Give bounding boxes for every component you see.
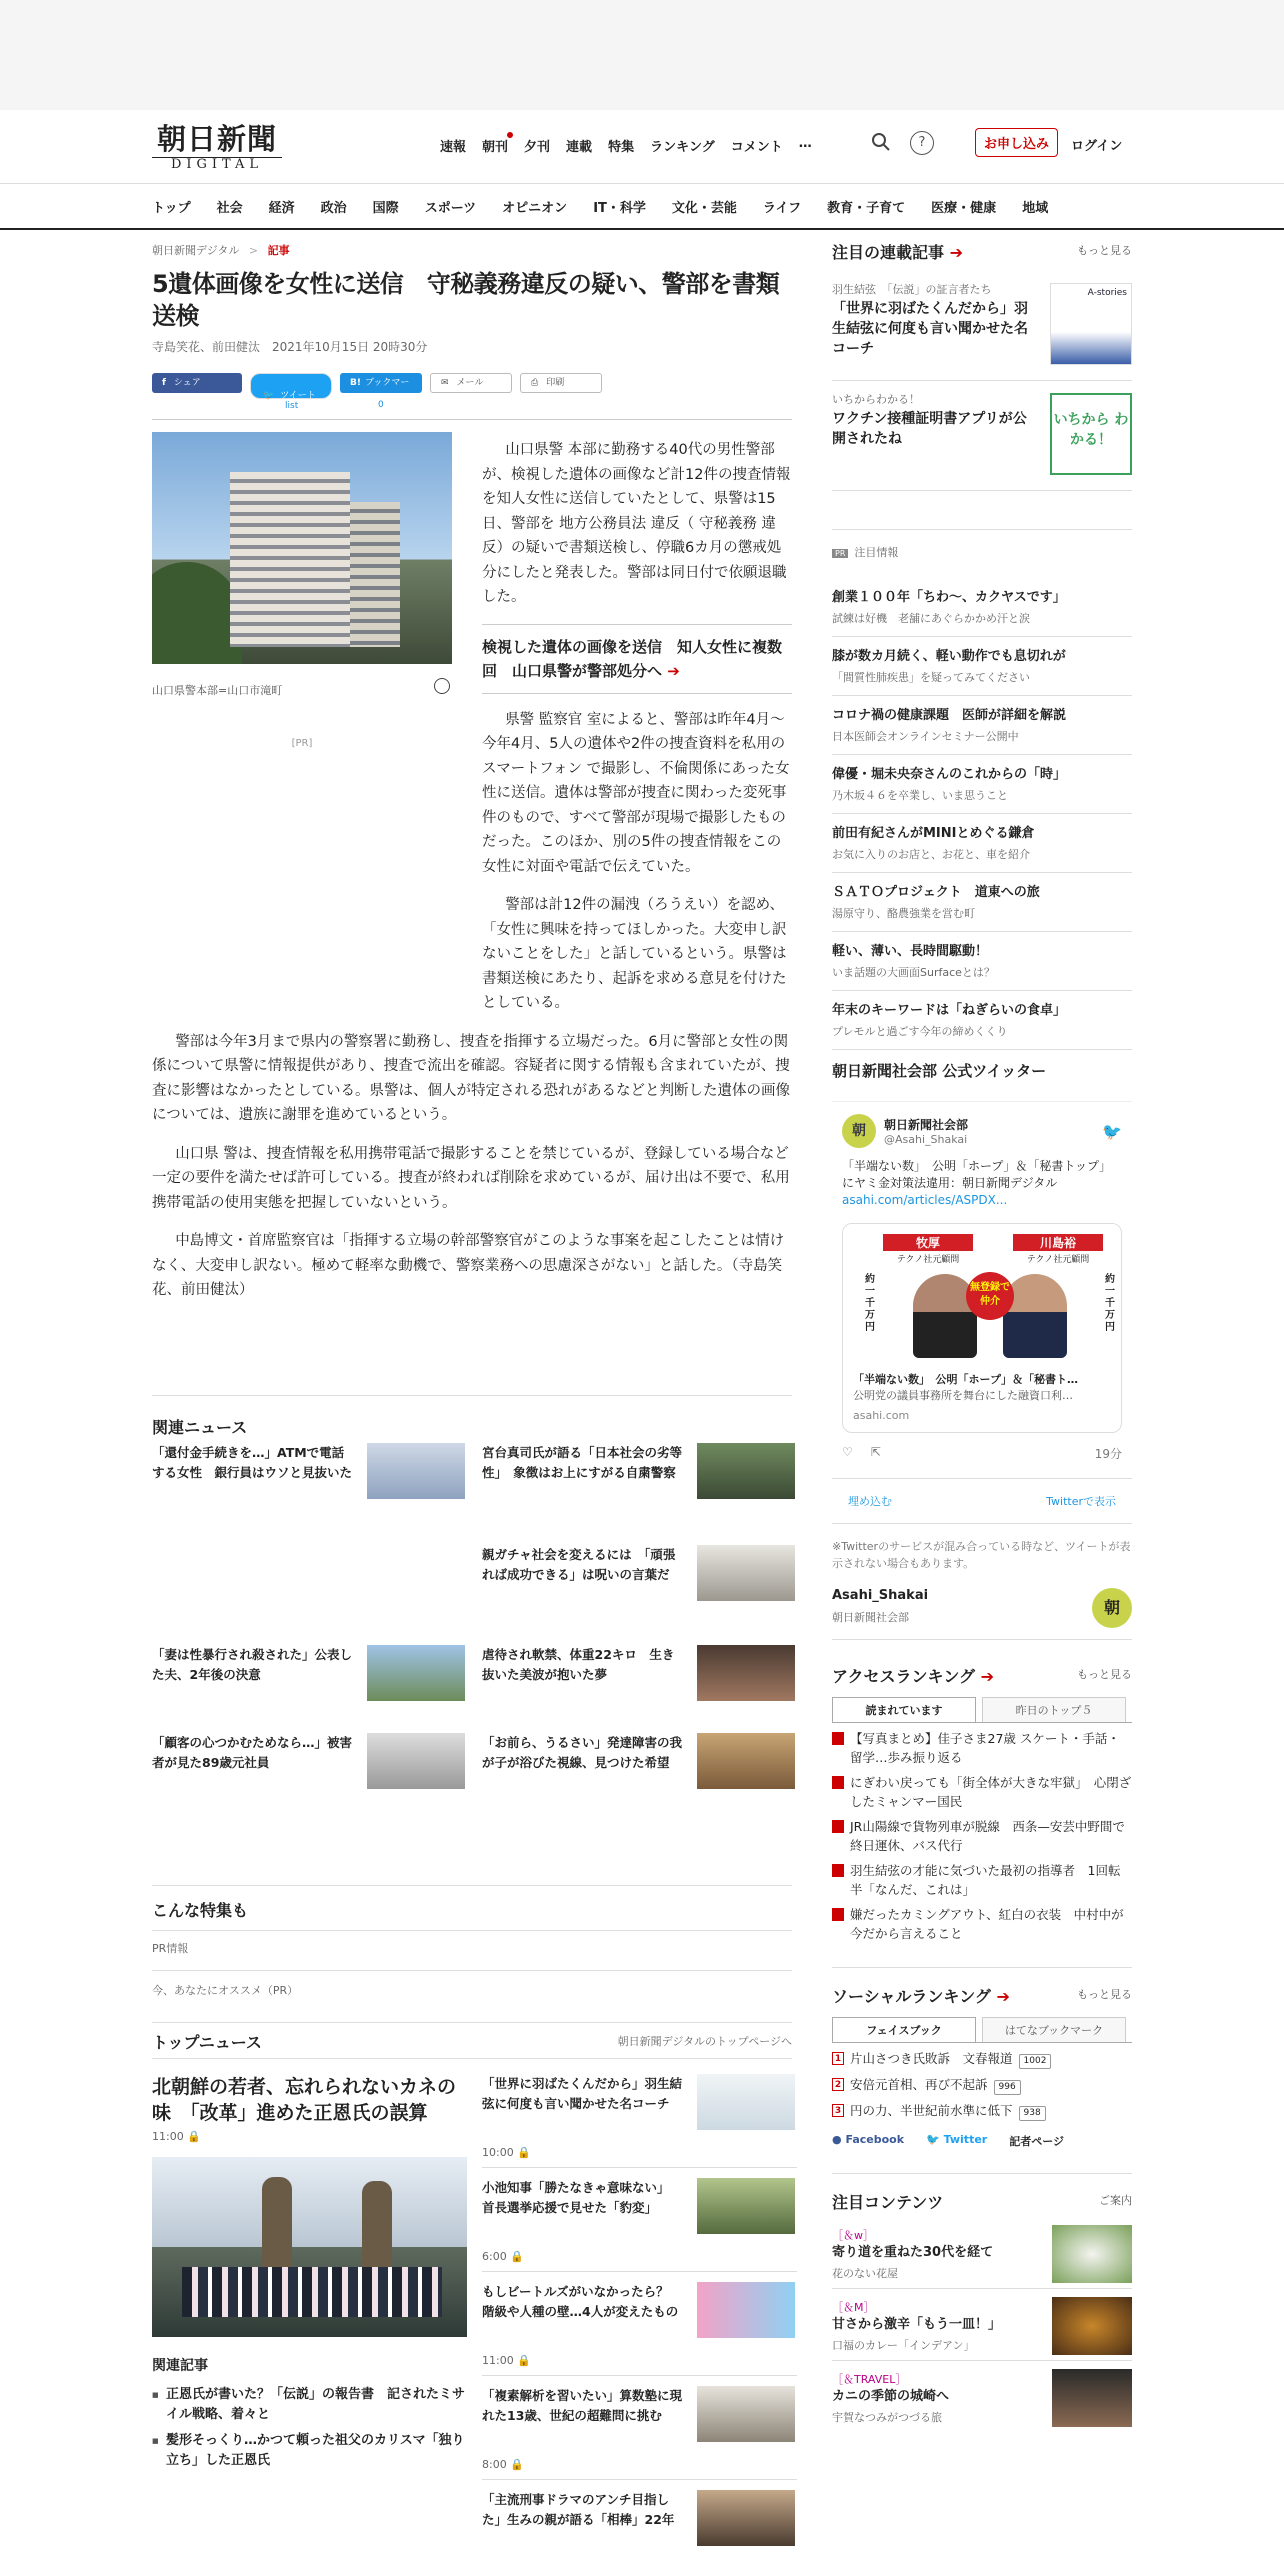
nav-choukan-label: 朝刊: [482, 140, 509, 155]
attention-heading: [832, 544, 1132, 560]
twitter-profile[interactable]: [832, 1588, 1132, 1640]
serial-heading[interactable]: [832, 240, 1132, 263]
paragraph-1: 山口県警 本部に勤務する40代の男性警部が、検視した遺体の画像など計12件の捜査情報を知人女性に送信していたとして、県警は15日、警部を 地方公務員法 違反（ 守秘義務 違反）の疑いで書類送検し、停職6カ月の懲戒処分にしたと発表した。警部は同日付で依願退職した。: [482, 442, 791, 605]
related-news: [152, 1395, 792, 1825]
rank-marker: [832, 1732, 844, 1745]
rank-marker: [832, 1864, 844, 1877]
social-more-link[interactable]: もっと見る: [1077, 1988, 1132, 2001]
lock-icon: 🔒: [517, 2146, 531, 2159]
attention-list: [832, 578, 1132, 1050]
facebook-icon: f: [162, 378, 166, 388]
ranking-title: 嫌だったカミングアウト、紅白の衣装 中村中が今だから言えること: [850, 1907, 1124, 1941]
share-bar: [152, 373, 792, 411]
serial-label: いちからわかる！: [832, 393, 920, 406]
section-health[interactable]: 医療・健康: [931, 200, 997, 216]
lead-time-text: 11:00: [152, 2130, 184, 2143]
attention-sub: いま話題の大画面Surfaceとは？: [832, 966, 995, 979]
card-domain: asahi.com: [853, 1409, 910, 1422]
mail-icon: ✉: [441, 378, 449, 388]
tweet-body: 「半端ない数」 公明「ホープ」＆「秘書トップ」にヤミ金対策法違用：朝日新聞デジタル: [842, 1159, 1112, 1190]
arrow-right-icon: ➔: [990, 1987, 1010, 2006]
nav-tokushu[interactable]: 特集: [608, 140, 635, 155]
twitter-link[interactable]: [926, 2133, 987, 2149]
content-label: ［＆TRAVEL］: [832, 2373, 907, 2386]
content-label: ［＆M］: [832, 2301, 875, 2314]
facebook-icon: ●: [832, 2133, 842, 2146]
heart-icon[interactable]: ♡: [842, 1445, 853, 1459]
twitter-bird-icon: 🐦: [1102, 1121, 1122, 1141]
ranking-item[interactable]: [832, 1861, 1132, 1899]
tweet-image: [843, 1224, 1121, 1364]
attention-sub: 試練は好機 老舗にあぐらかかめ汗と涙: [832, 612, 1030, 625]
related-thumb: [697, 1443, 795, 1499]
serial-heading-text: 注目の連載記事: [832, 243, 945, 262]
breadcrumb-sep: >: [248, 244, 259, 257]
article-column: [152, 240, 792, 2527]
attention-sub: プレモルと過ごす今年の締めくくり: [832, 1025, 1008, 1038]
related-card[interactable]: [482, 1645, 797, 1725]
related-card[interactable]: [152, 1645, 467, 1725]
related-articles-heading: 関連記事: [152, 2358, 208, 2374]
related-article-item[interactable]: ■ 髪形そっくり…かつて頼った祖父のカリスマ「独り立ち」した正恩氏: [152, 2431, 467, 2471]
section-education[interactable]: 教育・子育て: [827, 200, 906, 216]
tweet-card[interactable]: [832, 1101, 1132, 1474]
paragraph-5: 山口県 警は、捜査情報を私用携帯電話で撮影することを禁じているが、登録している場合など一定の要件を満たせば許可している。捜査が終われば削除を求めているが、届け出は不要で、私用携帯電話の使用実態を把握していないという。: [152, 1145, 790, 1211]
attention-sub: 湯原守り、酪農強業を営む町: [832, 907, 975, 920]
attention-title: 偉優・堀未央奈さんのこれからの「時」: [832, 767, 1067, 782]
logo-subtext: DIGITAL: [152, 157, 282, 172]
attention-title: ＳＡＴＯプロジェクト 道東への旅: [832, 885, 1040, 900]
related-card-title: 「還付金手続きを…」ATMで電話する女性 銀行員はウソと見抜いた: [152, 1445, 353, 1480]
tweet-image-name-left: 牧厚: [883, 1234, 973, 1251]
nav-comment[interactable]: コメント: [730, 140, 783, 155]
content-title: 寄り道を重ねた30代を経て: [832, 2245, 994, 2260]
social-ranking-heading[interactable]: [832, 1967, 1132, 2007]
byline: 寺島笑花、前田健汰 2021年10月15日 20時30分: [152, 340, 428, 354]
related-card[interactable]: [482, 1545, 797, 1625]
social-list: [832, 2049, 1132, 2121]
attention-item[interactable]: [832, 814, 1132, 873]
social-count: 938: [1019, 2106, 1046, 2121]
serial-label: 羽生結弦 「伝説」の証言者たち: [832, 283, 992, 296]
top-news-thumb: [697, 2282, 795, 2338]
tweet-handle: @Asahi_Shakai: [884, 1133, 968, 1146]
profile-name: Asahi_Shakai: [832, 1588, 929, 1603]
nav-yuukan[interactable]: 夕刊: [524, 140, 551, 155]
top-ad-area: [0, 0, 1284, 110]
logo-text: 朝日新聞: [156, 122, 277, 156]
time-text: 8:00: [482, 2458, 507, 2471]
section-opinion[interactable]: オピニオン: [502, 200, 568, 216]
divider: [152, 1970, 792, 1971]
content-title: 甘さから激辛「もう一皿！」: [832, 2317, 1002, 2332]
access-list: [832, 1729, 1132, 1943]
attention-sub: 乃木坂４６を卒業し、いま思うこと: [832, 789, 1008, 802]
nav-ranking[interactable]: ランキング: [650, 140, 715, 155]
top-news-title: 「複素解析を習いたい」算数塾に現れた13歳、世紀の超難問に挑む: [482, 2388, 683, 2423]
tweet-text: [842, 1158, 1122, 1209]
site-header: [0, 110, 1284, 184]
view-on-twitter-link[interactable]: Twitterで表示: [1046, 1495, 1116, 1508]
section-top[interactable]: トップ: [152, 200, 191, 216]
attention-sub: 日本医師会オンラインセミナー公開中: [832, 730, 1019, 743]
top-news-time: [482, 2458, 524, 2471]
attention-item[interactable]: [832, 991, 1132, 1050]
card-title: 「半端ない数」 公明「ホープ」＆「秘書ト…: [853, 1373, 1078, 1386]
attention-title: 年末のキーワードは「ねぎらいの食卓」: [832, 1003, 1067, 1018]
social-heading-text: ソーシャルランキング: [832, 1987, 991, 2006]
tweet-footer: [832, 1478, 1132, 1524]
twitter-icon: 🐦: [263, 391, 275, 401]
top-news: [152, 2030, 792, 2527]
header-icons: [870, 131, 934, 155]
top-news-item[interactable]: [482, 2178, 797, 2272]
twitter-note: ※Twitterのサービスが混み合っている時など、ツイートが表示されない場合もあります。: [832, 1540, 1131, 1570]
related-card[interactable]: [482, 1443, 797, 1523]
top-news-title: 「世界に羽ばたくんだから」羽生結弦に何度も言い聞かせた名コーチ: [482, 2076, 683, 2111]
social-title: 円の力、半世紀前水準に低下: [850, 2103, 1013, 2118]
top-news-item[interactable]: [482, 2074, 797, 2168]
top-news-time: [482, 2354, 531, 2367]
tweet-name: 朝日新聞社会部: [884, 1118, 969, 1132]
related-card[interactable]: [482, 1733, 797, 1813]
tab-hatena[interactable]: はてなブックマーク: [982, 2017, 1126, 2042]
top-news-item[interactable]: [482, 2490, 797, 2560]
top-news-title: 小池知事「勝たなきゃ意味ない」 首長選挙応援で見せた「豹変」: [482, 2180, 676, 2215]
ranking-item[interactable]: [832, 1773, 1132, 1811]
share-icon[interactable]: ⇱: [870, 1445, 881, 1459]
top-news-item[interactable]: [482, 2282, 797, 2376]
facebook-share-label: シェア: [173, 378, 201, 388]
contents-heading-text: 注目コンテンツ: [832, 2193, 944, 2212]
site-logo[interactable]: [152, 122, 282, 172]
tweet-label: ツイート: [280, 391, 316, 401]
tweet-author[interactable]: [842, 1114, 1122, 1148]
social-links: [832, 2133, 1132, 2149]
nav-sokuho[interactable]: 速報: [440, 140, 467, 155]
divider: [152, 1395, 792, 1396]
content-sub: 口福のカレー「インデアン」: [832, 2339, 975, 2352]
ranking-item[interactable]: [832, 1729, 1132, 1767]
related-article-item[interactable]: ■ 正恩氏が書いた？「伝説」の報告書 記されたミサイル戦略、着々と: [152, 2385, 467, 2425]
access-heading-text: アクセスランキング: [832, 1667, 976, 1686]
related-article-link[interactable]: [482, 624, 792, 694]
related-card-title: 宮台真司氏が語る「日本社会の劣等性」 象徴はお上にすがる自粛警察: [482, 1445, 683, 1480]
search-icon[interactable]: [870, 131, 892, 153]
section-society[interactable]: 社会: [216, 200, 243, 216]
mail-button[interactable]: [430, 373, 512, 393]
top-nav: [440, 136, 828, 155]
arrow-right-icon: ➔: [662, 661, 680, 680]
subscribe-button[interactable]: お申し込み: [975, 128, 1058, 157]
section-economy[interactable]: 経済: [268, 200, 295, 216]
arrow-right-icon: ➔: [944, 243, 963, 262]
attention-item[interactable]: [832, 578, 1132, 637]
related-thumb: [697, 1645, 795, 1701]
divider: [152, 419, 792, 420]
hatena-icon: B!: [350, 378, 361, 388]
pr-tag: PR: [832, 549, 848, 558]
lock-icon: 🔒: [187, 2130, 201, 2143]
lock-icon: 🔒: [517, 2354, 531, 2367]
access-more-link[interactable]: もっと見る: [1077, 1668, 1132, 1681]
content-item[interactable]: [832, 2361, 1132, 2433]
content-sub: 花のない花屋: [832, 2267, 898, 2280]
content-thumb: [1052, 2297, 1132, 2355]
serial-thumb: いちから わかる！: [1050, 393, 1132, 475]
contents-heading: [832, 2173, 1132, 2213]
attention-title: コロナ禍の健康課題 医師が詳細を解説: [832, 708, 1067, 723]
related-thumb: [697, 1545, 795, 1601]
related-thumb: [367, 1733, 465, 1789]
content-item[interactable]: [832, 2217, 1132, 2289]
card-desc: 公明党の議員事務所を舞台にした融資口利…: [853, 1389, 1073, 1402]
hatena-count[interactable]: 0: [378, 400, 384, 410]
top-news-thumb: [697, 2386, 795, 2442]
social-count: 1002: [1019, 2054, 1052, 2069]
lead-article[interactable]: [152, 2074, 467, 2477]
tweet-count[interactable]: list: [285, 401, 299, 411]
related-card-title: 「妻は性暴行され殺された」公表した夫、2年後の決意: [152, 1647, 353, 1682]
time-text: 11:00: [482, 2354, 514, 2367]
serial-title: 「世界に羽ばたくんだから」羽生結弦に何度も言い聞かせた名コーチ: [832, 301, 1028, 357]
more-menu-icon[interactable]: …: [798, 136, 812, 151]
access-tabs: [832, 1697, 1132, 1723]
arrow-right-icon: ➔: [975, 1667, 995, 1686]
top-news-title: 「主流刑事ドラマのアンチ目指した」生みの親が語る「相棒」22年: [482, 2492, 675, 2527]
divider: [152, 1930, 792, 1931]
related-card[interactable]: [152, 1733, 467, 1813]
tweet-time[interactable]: 19分: [1094, 1447, 1122, 1461]
top-news-item[interactable]: [482, 2386, 797, 2480]
reporter-page-link[interactable]: 記者ページ: [1009, 2135, 1064, 2148]
twitter-icon: 🐦: [926, 2133, 940, 2146]
sidebar: [832, 240, 1132, 2433]
top-news-list: [482, 2074, 792, 2560]
twitter-heading: 朝日新聞社会部 公式ツイッター: [832, 1062, 1047, 1080]
ranking-title: 【写真まとめ】佳子さま27歳 スケート・手話・留学…歩み振り返る: [850, 1731, 1120, 1765]
section-sports[interactable]: スポーツ: [424, 200, 477, 216]
new-dot: [507, 132, 513, 138]
attention-title: 軽い、薄い、長時間駆動！: [832, 944, 989, 959]
ranking-title: JR山陽線で貨物列車が脱線 西条—安芸中野間で終日運休、バス代行: [850, 1819, 1125, 1853]
social-item[interactable]: 2 安倍元首相、再び不起訴 996: [832, 2075, 1132, 2095]
top-news-time: [482, 2250, 524, 2263]
time-text: 6:00: [482, 2250, 507, 2263]
pr-info: PR情報: [152, 1942, 189, 1955]
attention-title: 創業１００年「ちわ～、カクヤスです」: [832, 590, 1066, 605]
contents-list: [832, 2217, 1132, 2433]
tweet-image-name-right: 川島裕: [1013, 1234, 1103, 1251]
printer-icon: ⎙: [531, 378, 539, 388]
divider: [152, 2022, 792, 2023]
section-it-science[interactable]: IT・科学: [593, 200, 646, 216]
section-politics[interactable]: 政治: [320, 200, 347, 216]
content-label: ［＆w］: [832, 2229, 874, 2242]
rank-marker: [832, 1820, 844, 1833]
print-label: 印刷: [546, 378, 565, 388]
breadcrumb-current: 記事: [267, 244, 290, 257]
social-title: 片山さつき氏敗訴 文春報道: [850, 2051, 1013, 2066]
section-nav: [0, 184, 1284, 230]
mail-label: メール: [456, 378, 484, 388]
lead-title: 北朝鮮の若者、忘れられないカネの味 「改革」進めた正恩氏の誤算: [152, 2076, 457, 2124]
tweet-image-person-right: [1003, 1274, 1067, 1358]
embed-link[interactable]: 埋め込む: [848, 1495, 892, 1508]
pr-label: [PR]: [291, 738, 313, 749]
tab-yesterday-top5[interactable]: 昨日のトップ５: [982, 1697, 1126, 1722]
tweet-image-money-right: 約一千万円: [1105, 1274, 1115, 1333]
lock-icon: 🔒: [510, 2250, 524, 2263]
attention-section: [832, 529, 1132, 1050]
ranking-title: にぎわい戻っても「街全体が大きな牢獄」 心閉ざしたミャンマー国民: [850, 1775, 1132, 1809]
attention-item[interactable]: [832, 696, 1132, 755]
related-link-text: 検視した遺体の画像を送信 知人女性に複数回 山口県警が警部処分へ: [482, 637, 783, 680]
serial-more-link[interactable]: もっと見る: [1077, 244, 1132, 257]
serial-item[interactable]: [832, 381, 1132, 491]
facebook-share-button[interactable]: [152, 373, 242, 393]
social-tabs: [832, 2017, 1132, 2043]
section-international[interactable]: 国際: [372, 200, 399, 216]
caption-text: 山口県警本部=山口市滝町: [152, 684, 283, 697]
top-news-time: [482, 2146, 531, 2159]
feature-heading: こんな特集も: [152, 1901, 249, 1920]
related-card-title: 「お前ら、うるさい」発達障害の我が子が浴びた視線、見つけた希望: [482, 1735, 683, 1770]
tweet-media-card[interactable]: [842, 1223, 1122, 1433]
attention-heading-text: 注目情報: [854, 546, 899, 559]
content-title: カニの季節の城崎へ: [832, 2389, 950, 2404]
rank-marker: [832, 1776, 844, 1789]
lead-time: [152, 2130, 467, 2143]
paragraph-3: [152, 893, 792, 1016]
related-articles-list: [152, 2385, 467, 2471]
login-link[interactable]: ログイン: [1071, 139, 1123, 154]
tweet-image-tag-right: テクノ社元顧問: [1026, 1255, 1090, 1265]
ranking-item[interactable]: [832, 1905, 1132, 1943]
facebook-link[interactable]: [832, 2133, 904, 2149]
facebook-link-label: Facebook: [845, 2133, 905, 2146]
hatena-label: ブックマーク: [350, 378, 410, 408]
section-region[interactable]: 地域: [1022, 200, 1049, 216]
attention-sub: 「間質性肺疾患」を疑ってみてください: [832, 671, 1030, 684]
article-title: 5遺体画像を女性に送信 守秘義務違反の疑い、警部を書類送検: [152, 270, 780, 330]
nav-choukan[interactable]: [482, 136, 508, 155]
hatena-bookmark-button[interactable]: [340, 373, 422, 410]
profile-sub: 朝日新聞社会部: [832, 1611, 909, 1624]
divider: [152, 1885, 792, 1886]
attention-item[interactable]: [832, 637, 1132, 696]
time-text: 10:00: [482, 2146, 514, 2159]
serial-title: ワクチン接種証明書アプリが公開されたね: [832, 411, 1027, 447]
section-life[interactable]: ライフ: [762, 200, 802, 216]
tweet-image-badge: 無登録で仲介: [966, 1272, 1014, 1320]
tweet-avatar: 朝: [842, 1114, 876, 1148]
attention-title: 前田有紀さんがMINIとめぐる鎌倉: [832, 826, 1035, 841]
paragraph-2: 県警 監察官 室によると、警部は昨年4月～今年4月、5人の遺体や2件の捜査資料を私用の スマートフォン で撮影し、不倫関係にあった女性に送信。遺体は警部が捜査に関わった変死事件のもので、すべて警部が現場で撮影したものだった。このほか、別の5件の捜査情報をこの女性に対面や電話で伝えていた。: [482, 711, 790, 875]
serial-item[interactable]: [832, 271, 1132, 381]
related-thumb: [367, 1645, 465, 1701]
tweet-image-money-left: 約一千万円: [865, 1274, 875, 1333]
print-button[interactable]: [520, 373, 602, 393]
related-card-title: 「顧客の心つかむためなら…」被害者が見た89歳元社員: [152, 1735, 353, 1770]
paragraph-4: 警部は今年3月まで県内の警察署に勤務し、捜査を指揮する立場だった。6月に警部と女性の関係について県警に情報提供があり、捜査で流出を確認。容疑者に関する情報も含まれていたが、捜査に影響はなかったとしている。県警は、個人が特定される恐れがあるなどと判断した遺体の画像については、遺族に謝罪を進めているという。: [152, 1033, 790, 1123]
article-body: [152, 432, 792, 1303]
profile-avatar: 朝: [1092, 1588, 1132, 1628]
social-item[interactable]: 3 円の力、半世紀前水準に低下 938: [832, 2101, 1132, 2121]
top-page-link[interactable]: 朝日新聞デジタルのトップページへ: [617, 2035, 792, 2048]
paragraph-3-text: 警部は計12件の漏洩（ろうえい）を認め、「女性に興味を持ってほしかった。大変申し訳ないことをした」と話しているという。県警は書類送検にあたり、起訴を求める意見を付けたとしている。: [482, 897, 787, 1011]
related-thumb: [367, 1443, 465, 1499]
related-card-title: 虐待され軟禁、体重22キロ 生き抜いた美波が抱いた夢: [482, 1647, 675, 1682]
related-news-heading: 関連ニュース: [152, 1418, 248, 1437]
help-icon[interactable]: ?: [910, 131, 934, 155]
lead-photo: [152, 2157, 467, 2337]
ranking-item[interactable]: [832, 1817, 1132, 1855]
attention-sub: お気に入りのお店と、お花と、車を紹介: [832, 848, 1030, 861]
twitter-link-label: Twitter: [943, 2133, 988, 2146]
social-item[interactable]: 1 片山さつき氏敗訴 文春報道 1002: [832, 2049, 1132, 2069]
attention-item[interactable]: [832, 932, 1132, 991]
tweet-link[interactable]: asahi.com/articles/ASPDX...: [842, 1193, 1008, 1207]
serial-thumb: A-stories: [1050, 283, 1132, 365]
section-culture[interactable]: 文化・芸能: [671, 200, 737, 216]
attention-item[interactable]: [832, 873, 1132, 932]
related-card-title: 親ガチャ社会を変えるには 「頑張れば成功できる」は呪いの言葉だ: [482, 1547, 676, 1582]
content-thumb: [1052, 2369, 1132, 2427]
breadcrumb-home[interactable]: 朝日新聞デジタル: [152, 244, 240, 257]
social-count: 996: [994, 2080, 1021, 2095]
content-thumb: [1052, 2225, 1132, 2283]
nav-rensai[interactable]: 連載: [566, 140, 593, 155]
paragraph-6: 中島博文・首席監察官は「指揮する立場の幹部警察官がこのような事案を起こしたことは情けなく、大変申し訳ない。極めて軽率な動機で、警察業務への思慮深さがない」と話した。（寺島笑花、前田健汰）: [152, 1233, 785, 1298]
ranking-title: 羽生結弦の才能に気づいた最初の指導者 1回転半「なんだ、これは」: [850, 1863, 1121, 1897]
top-news-thumb: [697, 2490, 795, 2546]
social-title: 安倍元首相、再び不起訴: [850, 2077, 988, 2092]
content-item[interactable]: [832, 2289, 1132, 2361]
top-news-thumb: [697, 2074, 795, 2130]
rank-marker: [832, 1908, 844, 1921]
related-thumb: [697, 1733, 795, 1789]
crowd: [182, 2267, 442, 2317]
content-sub: 宇賀なつみがつづる旅: [832, 2411, 942, 2424]
attention-item[interactable]: [832, 755, 1132, 814]
tweet-actions: [842, 1445, 1122, 1462]
related-card[interactable]: [152, 1443, 467, 1523]
tweet-button[interactable]: [250, 373, 332, 411]
recommend-label: 今、あなたにオススメ（PR）: [152, 1984, 299, 1997]
top-news-heading: トップニュース: [152, 2033, 262, 2052]
contents-guide-link[interactable]: ご案内: [1099, 2194, 1132, 2207]
attention-title: 膝が数カ月続く、軽い動作でも息切れが: [832, 649, 1066, 664]
top-news-thumb: [697, 2178, 795, 2234]
access-ranking-heading[interactable]: [832, 1664, 1132, 1687]
divider: [152, 2058, 792, 2059]
top-news-title: もしビートルズがいなかったら？ 階級や人種の壁…4人が変えたもの: [482, 2284, 682, 2319]
breadcrumb: [152, 242, 792, 258]
tab-facebook[interactable]: フェイスブック: [832, 2017, 976, 2042]
lock-icon: 🔒: [510, 2458, 524, 2471]
tab-most-read[interactable]: 読まれています: [832, 1697, 976, 1722]
tweet-image-tag-left: テクノ社元顧問: [896, 1255, 960, 1265]
